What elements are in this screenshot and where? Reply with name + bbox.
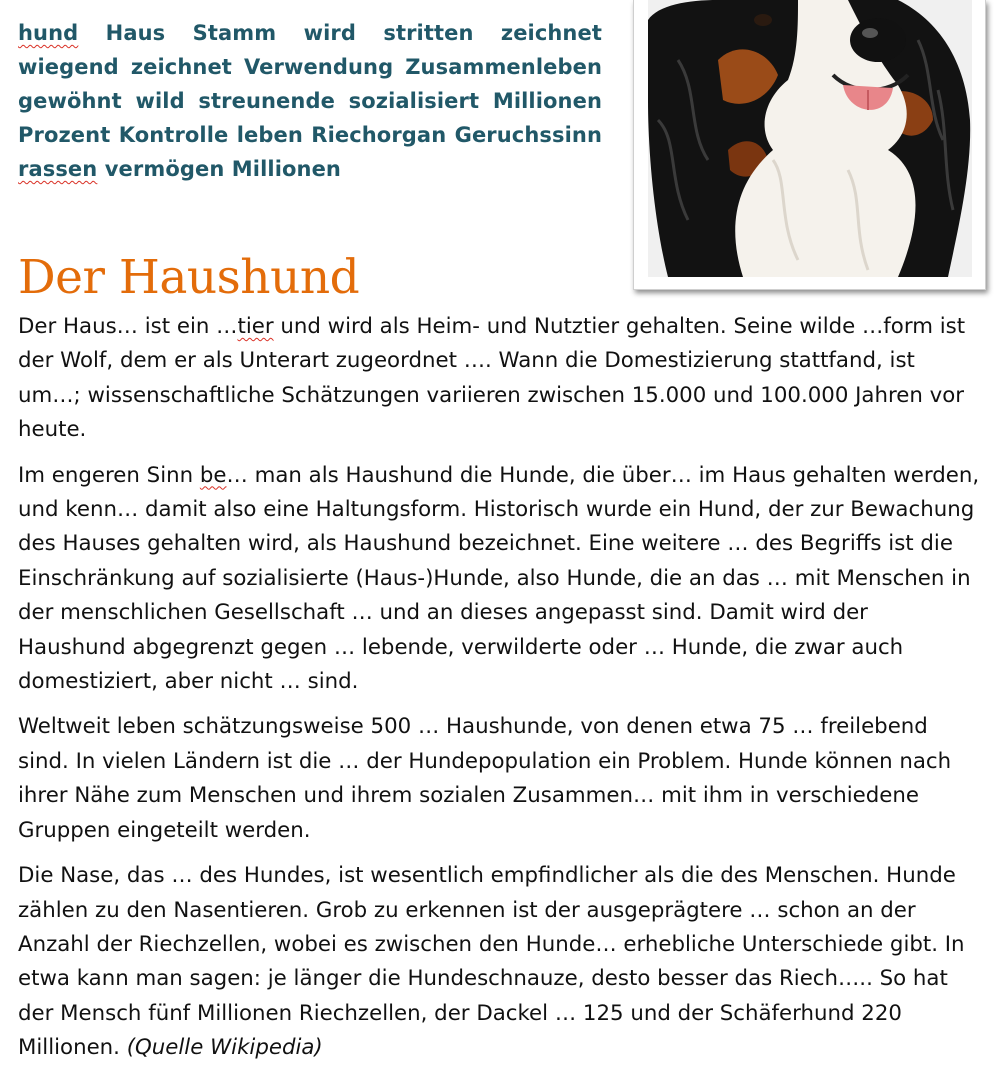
word-bank-word: Zusammenleben <box>405 55 602 79</box>
word-bank-word: zeichnet <box>130 55 232 79</box>
dog-illustration <box>648 0 972 277</box>
word-bank-word: vermögen <box>104 157 225 181</box>
word-bank-word: hund <box>18 21 79 45</box>
page-title: Der Haushund <box>18 250 360 305</box>
paragraph-2 <box>18 459 982 700</box>
word-bank-word: wild <box>135 89 185 113</box>
paragraph-2-text-c: … man als Haushund die Hunde, die über… im Haus gehalten werden, und kenn… damit also eine Haltungsform. Historisch wurde ein Hund, der zur Bewachung des Hauses gehalten wird, als Haushund bezeichnet. Eine weitere … des Begriffs ist die Einschränkung auf sozialisierte (Haus-)Hunde, also Hunde, die an das … mit Menschen in der menschlichen Gesellschaft … und an dieses angepasst sind. Damit wird der Haushund abgegrenzt gegen … lebende, verwilderte oder … Hunde, die zwar auch domestiziert, aber nicht … sind. <box>18 462 980 695</box>
word-bank-word: rassen <box>18 157 98 181</box>
paragraph-1-text-c: und wird als Heim- und Nutztier gehalten. Seine wilde …form ist der Wolf, dem er als Unterart zugeordnet …. Wann die Domestizierung stattfand, ist um…; wissenschaftliche Schätzungen variieren zwischen 15.000 und 100.000 Jahren vor heute. <box>18 314 966 443</box>
word-bank-word: zeichnet <box>500 21 602 45</box>
paragraph-2-text-a: Im engeren Sinn <box>18 462 200 488</box>
word-bank-word: streunende <box>198 89 335 113</box>
word-bank-word: Stamm <box>192 21 277 45</box>
word-bank-word: sozialisiert <box>348 89 480 113</box>
paragraph-1-text-a: Der Haus… ist ein … <box>18 314 238 339</box>
word-bank <box>18 16 602 186</box>
article-body <box>18 310 982 1077</box>
word-bank-word: Geruchssinn <box>454 123 603 147</box>
misspelled-word: tier <box>237 314 274 339</box>
word-bank-word: Millionen <box>492 89 602 113</box>
word-bank-word: stritten <box>383 21 474 45</box>
word-bank-word: Millionen <box>231 157 341 181</box>
word-bank-word: wiegend <box>18 55 119 79</box>
word-bank-word: Verwendung <box>243 55 394 79</box>
word-bank-word: Kontrolle <box>118 123 229 147</box>
word-bank-word: wird <box>303 21 356 45</box>
word-bank-word: Haus <box>105 21 166 45</box>
paragraph-4-text: Die Nase, das … des Hundes, ist wesentlich empfindlicher als die des Menschen. Hunde zählen zu den Nasentieren. Grob zu erkennen ist der ausgeprägtere … schon an der Anzahl der Riechzellen, wobei es zwischen den Hunde… erhebliche Unterschiede gibt. In etwa kann man sagen: je länger die Hundeschnauze, desto besser das Riech….. So hat der Mensch fünf Millionen Riechzellen, der Dackel … 125 und der Schäferhund 220 Millionen. <box>18 863 965 1061</box>
word-bank-word: Prozent <box>18 123 111 147</box>
word-bank-word: gewöhnt <box>18 89 122 113</box>
paragraph-3: Weltweit leben schätzungsweise 500 … Haushunde, von denen etwa 75 … freilebend sind. In vielen Ländern ist die … der Hundepopulation ein Problem. Hunde können nach ihrer Nähe zum Menschen und ihrem sozialen Zusammen… mit ihm in verschiedene Gruppen eingeteilt werden. <box>18 714 952 843</box>
word-bank-word: Riechorgan <box>311 123 447 147</box>
paragraph-1 <box>18 310 982 448</box>
word-bank-word: leben <box>236 123 303 147</box>
dog-photo-frame <box>633 0 986 290</box>
dog-photo <box>648 0 972 277</box>
paragraph-4 <box>18 859 982 1065</box>
source-citation: (Quelle Wikipedia) <box>126 1035 323 1061</box>
misspelled-word: be <box>199 462 227 488</box>
